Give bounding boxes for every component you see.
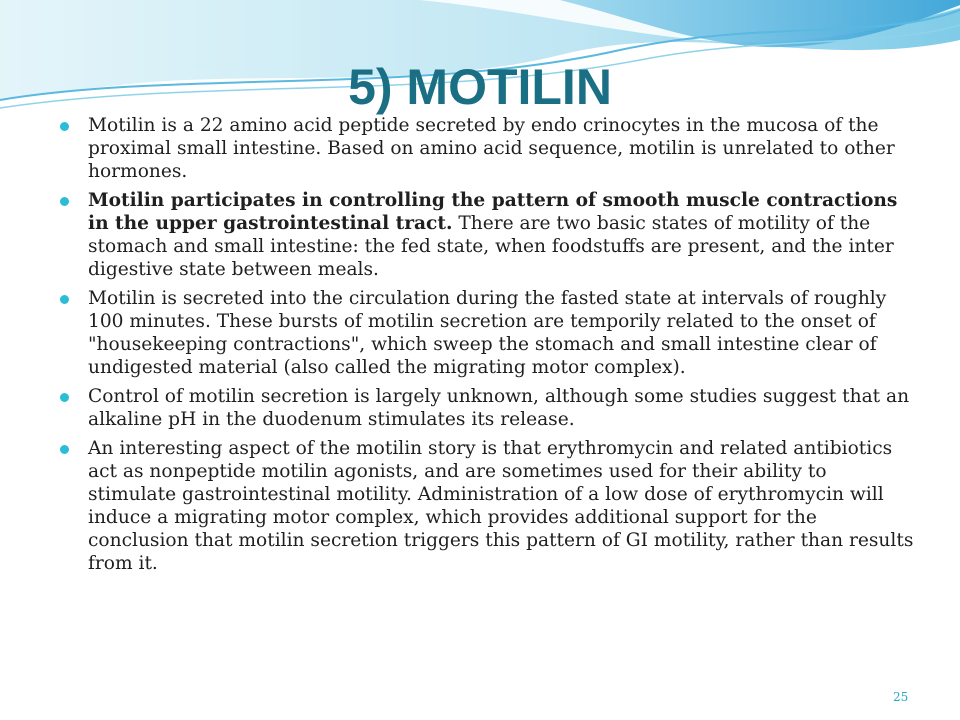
bullet-dot-icon bbox=[60, 393, 69, 402]
bullet-text: Control of motilin secretion is largely unknown, although some studies suggest that an alkaline pH in the duodenum stimulates its release. bbox=[88, 386, 910, 430]
bullet-list bbox=[88, 114, 918, 581]
bullet-item bbox=[88, 189, 918, 281]
bullet-item bbox=[88, 287, 918, 379]
bullet-item bbox=[88, 437, 918, 575]
bullet-dot-icon bbox=[60, 445, 69, 454]
bullet-text: Motilin is secreted into the circulation during the fasted state at intervals of roughly 100 minutes. These bursts of motilin secretion are temporily related to the onset of "housekeeping contractions", which sweep the stomach and small intestine clear of undigested material (also called the migrating motor complex). bbox=[88, 288, 887, 378]
bullet-text: There are two basic states of motility of the stomach and small intestine: the fed state, when foodstuffs are present, and the inter digestive state between meals. bbox=[88, 213, 894, 280]
bullet-text: An interesting aspect of the motilin story is that erythromycin and related antibiotics act as nonpeptide motilin agonists, and are sometimes used for their ability to stimulate gastrointestinal motility. Administration of a low dose of erythromycin will induce a migrating motor complex, which provides additional support for the conclusion that motilin secretion triggers this pattern of GI motility, rather than results from it. bbox=[88, 438, 914, 574]
bullet-item bbox=[88, 385, 918, 431]
bullet-bold-text: Motilin participates in controlling the pattern of smooth muscle contractions in the upper gastrointestinal tract. bbox=[88, 190, 898, 234]
bullet-dot-icon bbox=[60, 295, 69, 304]
page-number: 25 bbox=[893, 690, 909, 704]
slide-title: 5) MOTILIN bbox=[348, 59, 612, 115]
bullet-dot-icon bbox=[60, 197, 69, 206]
bullet-item bbox=[88, 114, 918, 183]
bullet-text: Motilin is a 22 amino acid peptide secreted by endo crinocytes in the mucosa of the proximal small intestine. Based on amino acid sequence, motilin is unrelated to other hormones. bbox=[88, 115, 895, 182]
bullet-dot-icon bbox=[60, 122, 69, 131]
